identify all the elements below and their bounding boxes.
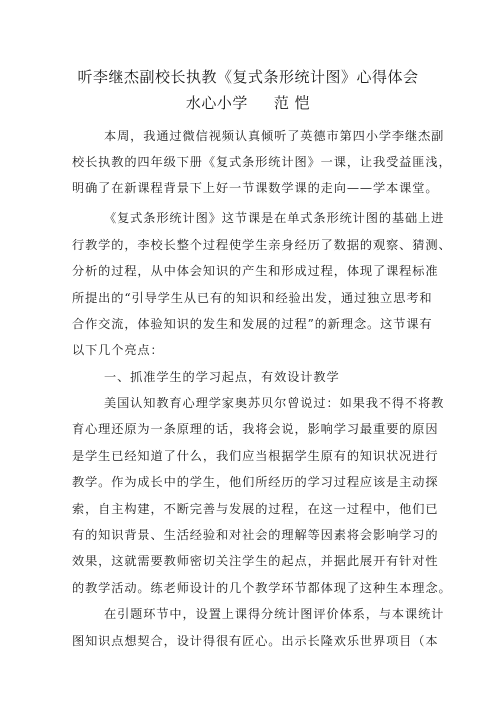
body-line: 教学。作为成长中的学生，他们所经历的学习过程应该是主动探 — [72, 475, 439, 489]
body-line: 有的知识背景、生活经验和对社会的理解等因素将会影响学习的 — [72, 528, 439, 542]
body-line: 索，自主构建，不断完善与发展的过程，在这一过程中，他们已 — [72, 502, 439, 516]
section-heading: 一、抓准学生的学习起点，有效设计教学 — [104, 370, 340, 384]
document-title: 听李继杰副校长执教《复式条形统计图》心得体会 — [77, 68, 419, 86]
body-line: 本周，我通过微信视频认真倾听了英德市第四小学李继杰副 — [104, 129, 445, 143]
body-line: 《复式条形统计图》这节课是在单式条形统计图的基础上进 — [104, 211, 445, 225]
body-line: 在引题环节中，设置上课得分统计图评价体系，与本课统计 — [104, 607, 445, 621]
body-line: 图知识点想契合，设计得很有匠心。出示长隆欢乐世界项目（本 — [72, 634, 439, 648]
body-line: 所提出的“引导学生从已有的知识和经验出发，通过独立思考和 — [72, 291, 433, 305]
body-line: 以下几个亮点： — [72, 343, 164, 357]
body-line: 校长执教的四年级下册《复式条形统计图》一课，让我受益匪浅， — [72, 155, 452, 169]
body-line: 明确了在新课程背景下上好一节课数学课的走向——学本课堂。 — [72, 181, 439, 195]
body-line: 分析的过程，从中体会知识的产生和形成过程，体现了课程标准 — [72, 264, 439, 278]
body-line: 是学生已经知道了什么，我们应当根据学生原有的知识状况进行 — [72, 449, 439, 463]
author-name: 范 恺 — [273, 94, 311, 112]
body-line: 效果，这就需要教师密切关注学生的起点，并据此展开有针对性 — [72, 554, 439, 568]
author-line — [0, 92, 496, 113]
body-line: 的教学活动。练老师设计的几个教学环节都体现了这种生本理念。 — [72, 581, 452, 595]
body-line: 美国认知教育心理学家奥苏贝尔曾说过：如果我不得不将教 — [104, 396, 445, 410]
body-line: 行教学的，李校长整个过程使学生亲身经历了数据的观察、猜测、 — [72, 238, 452, 252]
body-line: 育心理还原为一条原理的话，我将会说，影响学习最重要的原因 — [72, 422, 439, 436]
body-line: 合作交流，体验知识的发生和发展的过程”的新理念。这节课有 — [72, 317, 433, 331]
author-school: 水心小学 — [185, 94, 248, 112]
